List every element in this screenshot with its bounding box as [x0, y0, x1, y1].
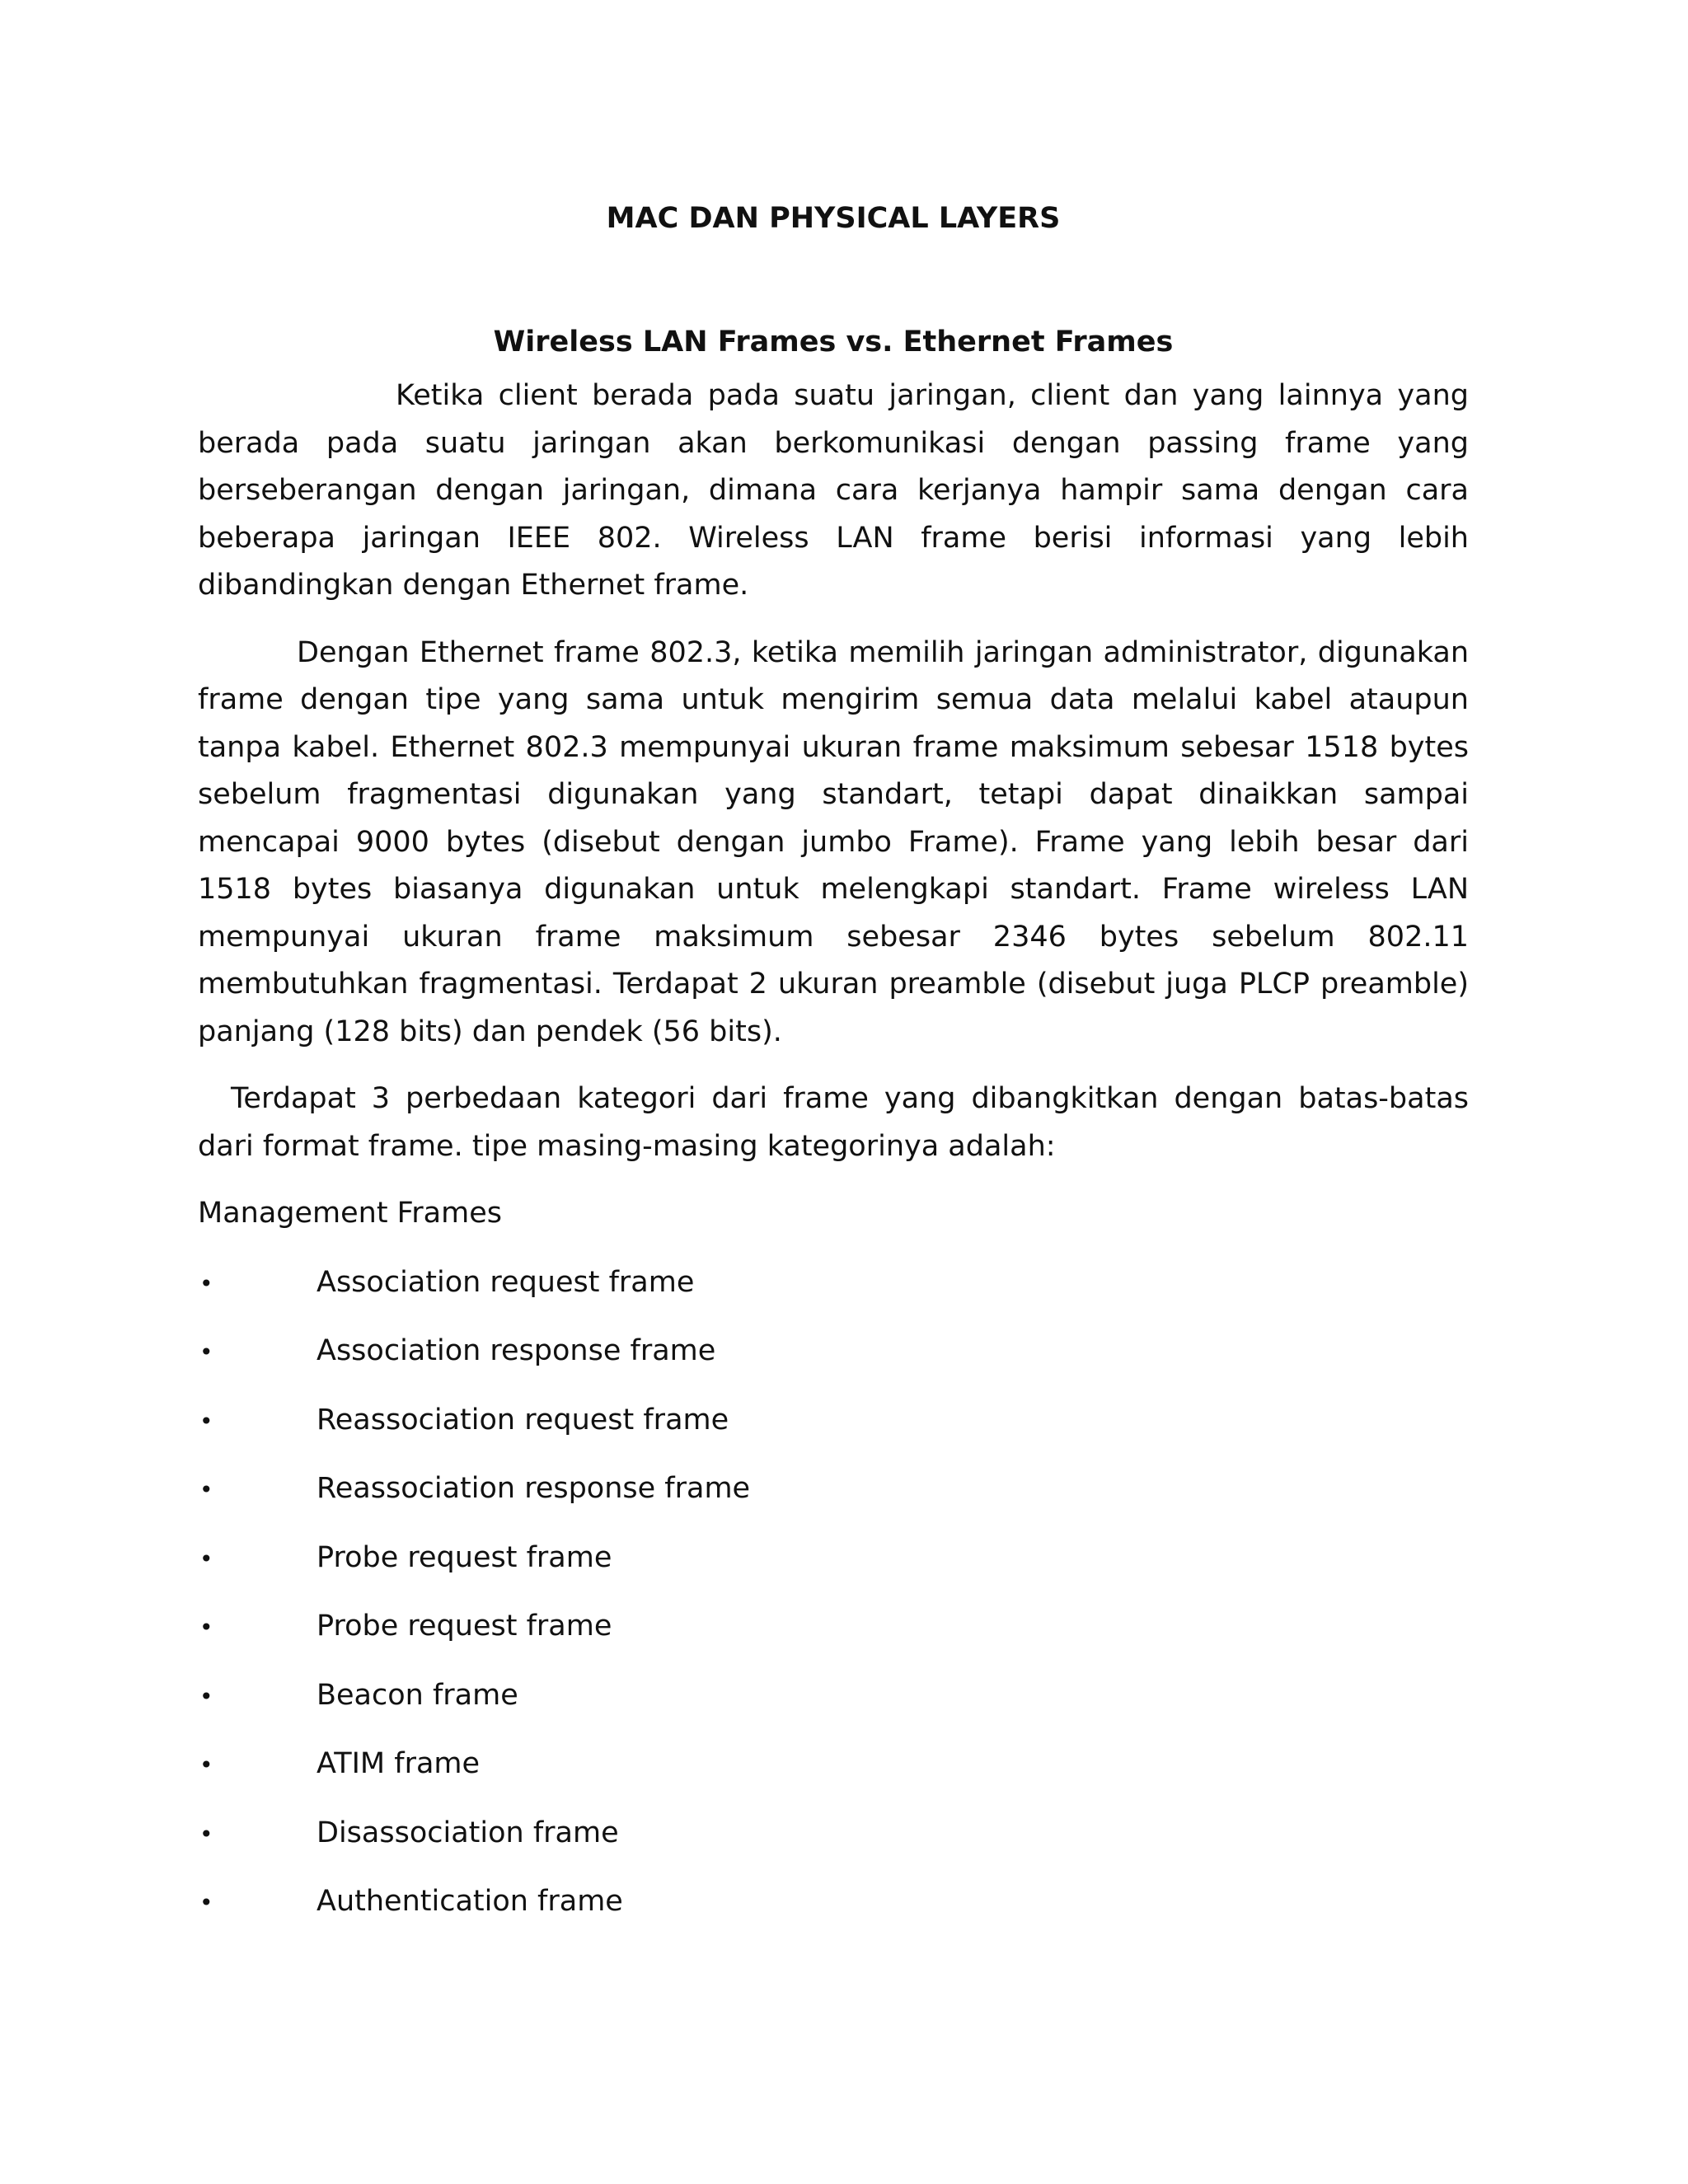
list-item-label: Disassociation frame: [316, 1816, 619, 1849]
paragraph-ethernet: Dengan Ethernet frame 802.3, ketika memilih jaringan administrator, digunakan frame dengan tipe yang sama untuk mengirim semua data melalui kabel ataupun tanpa kabel. Ethernet 802.3 mempunyai ukuran frame maksimum sebesar 1518 bytes sebelum fragmentasi digunakan yang standart, tetapi dapat dinaikkan sampai mencapai 9000 bytes (disebut dengan jumbo Frame). Frame yang lebih besar dari 1518 bytes biasanya digunakan untuk melengkapi standart. Frame wireless LAN mempunyai ukuran frame maksimum sebesar 2346 bytes sebelum 802.11 membutuhkan fragmentasi. Terdapat 2 ukuran preamble (disebut juga PLCP preamble) panjang (128 bits) dan pendek (56 bits).: [198, 635, 1469, 1048]
bullet-icon: •: [199, 1476, 213, 1503]
list-item: [198, 1810, 1469, 1879]
bullet-icon: •: [199, 1820, 213, 1848]
document-page: [198, 198, 1469, 1947]
list-item-label: Association response frame: [316, 1334, 716, 1367]
list-item: [198, 1328, 1469, 1397]
section-title: Wireless LAN Frames vs. Ethernet Frames: [493, 326, 1174, 359]
list-item-label: Probe request frame: [316, 1540, 612, 1574]
list-item-label: Association request frame: [316, 1265, 695, 1299]
list-item: [198, 1878, 1469, 1947]
bullet-icon: •: [199, 1338, 213, 1366]
bullet-icon: •: [199, 1751, 213, 1779]
list-item: [198, 1397, 1469, 1466]
list-item: [198, 1672, 1469, 1741]
list-item: [198, 1259, 1469, 1329]
document-title: MAC DAN PHYSICAL LAYERS: [606, 202, 1061, 235]
list-item-label: Probe request frame: [316, 1610, 612, 1643]
list-item-label: Authentication frame: [316, 1885, 623, 1918]
bullet-icon: •: [199, 1269, 213, 1297]
list-item-label: Reassociation request frame: [316, 1403, 729, 1436]
list-item: [198, 1465, 1469, 1535]
bullet-icon: •: [199, 1682, 213, 1710]
list-item: [198, 1535, 1469, 1604]
bullet-icon: •: [199, 1614, 213, 1641]
list-item-label: ATIM frame: [316, 1747, 481, 1780]
bullet-icon: •: [199, 1407, 213, 1435]
bullet-icon: •: [199, 1544, 213, 1572]
list-item: [198, 1741, 1469, 1810]
list-item-label: Reassociation response frame: [316, 1472, 751, 1505]
list-item: [198, 1603, 1469, 1672]
management-frames-list: [198, 1259, 1469, 1947]
paragraph-intro: Ketika client berada pada suatu jaringan, client dan yang lainnya yang berada pada suatu jaringan akan berkomunikasi dengan passing frame yang berseberangan dengan jaringan, dimana cara kerjanya hampir sama dengan cara beberapa jaringan IEEE 802. Wireless LAN frame berisi informasi yang lebih dibandingkan dengan Ethernet frame.: [198, 379, 1469, 602]
list-item-label: Beacon frame: [316, 1678, 518, 1712]
paragraph-categories: Terdapat 3 perbedaan kategori dari frame yang dibangkitkan dengan batas-batas dari format frame. tipe masing-masing kategorinya adalah:: [198, 1082, 1469, 1163]
bullet-icon: •: [199, 1889, 213, 1916]
list-heading: Management Frames: [198, 1197, 502, 1230]
